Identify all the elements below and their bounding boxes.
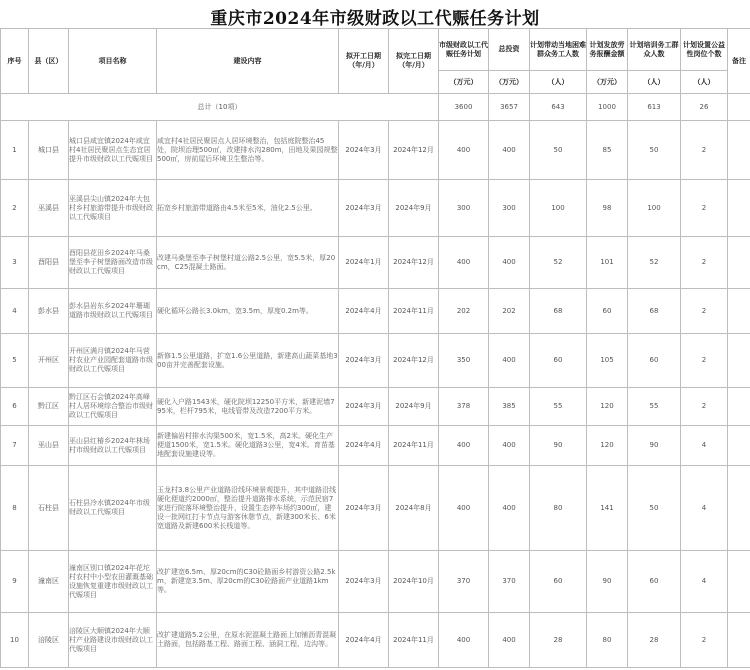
row-content: 新建偏岩村排水沟渠500米，宽1.5米，高2米。硬化生产便道1500米，宽1.5米。硬化道路3公里，宽4米。育苗基地配套设施建设等。 (157, 426, 339, 466)
row-fund: 202 (439, 289, 489, 334)
row-project: 巫山县红椿乡2024年林场村市级财政以工代赈项目 (69, 426, 157, 466)
row-end: 2024年12月 (389, 237, 439, 289)
row-content: 拓宽乡村旅游带道路由4.5米至5米，油化2.5公里。 (157, 180, 339, 237)
row-pay: 90 (587, 551, 628, 613)
row-people: 80 (530, 466, 587, 551)
row-start: 2024年3月 (339, 121, 389, 180)
header-pay: 计划发放劳务报酬金额 (587, 29, 628, 71)
row-train: 68 (628, 289, 681, 334)
row-seq: 1 (1, 121, 29, 180)
row-county: 巫溪县 (29, 180, 69, 237)
row-start: 2024年4月 (339, 613, 389, 668)
row-pay: 60 (587, 289, 628, 334)
row-start: 2024年3月 (339, 551, 389, 613)
row-fund: 400 (439, 237, 489, 289)
row-note (728, 613, 750, 668)
header-people: 计划带动当地困难群众务工人数 (530, 29, 587, 71)
row-note (728, 180, 750, 237)
row-posts: 4 (681, 466, 728, 551)
total-train: 613 (628, 94, 681, 121)
row-train: 28 (628, 613, 681, 668)
task-plan-table (0, 28, 750, 668)
total-invest: 3657 (489, 94, 530, 121)
row-end: 2024年9月 (389, 180, 439, 237)
row-people: 90 (530, 426, 587, 466)
row-invest: 400 (489, 334, 530, 388)
row-project: 涪陵区大顺镇2024年大顺村产业路建设市级财政以工代赈项目 (69, 613, 157, 668)
row-end: 2024年11月 (389, 289, 439, 334)
row-end: 2024年12月 (389, 334, 439, 388)
document-title: 重庆市2024年市级财政以工代赈任务计划 (210, 9, 540, 29)
table-row (1, 334, 750, 388)
row-seq: 9 (1, 551, 29, 613)
row-end: 2024年11月 (389, 613, 439, 668)
row-train: 60 (628, 551, 681, 613)
header-invest: 总投资 (489, 29, 530, 71)
header-start: 拟开工日期（年/月） (339, 29, 389, 94)
row-project: 城口县咸宜镇2024年咸宜村4社居民聚居点生态宜居提升市级财政以工代赈项目 (69, 121, 157, 180)
row-fund: 400 (439, 613, 489, 668)
row-fund: 400 (439, 121, 489, 180)
row-posts: 4 (681, 551, 728, 613)
row-county: 潼南区 (29, 551, 69, 613)
row-people: 52 (530, 237, 587, 289)
row-seq: 10 (1, 613, 29, 668)
row-people: 55 (530, 388, 587, 426)
table-row (1, 613, 750, 668)
row-posts: 2 (681, 388, 728, 426)
header-seq: 序号 (1, 29, 29, 94)
row-start: 2024年1月 (339, 237, 389, 289)
row-invest: 400 (489, 426, 530, 466)
row-content: 改扩建道路5.2公里，在原水泥混凝土路面上加铺沥青混凝土路面，包括路基工程、路面工程、涵洞工程、边沟等。 (157, 613, 339, 668)
header-row (1, 29, 750, 71)
row-pay: 141 (587, 466, 628, 551)
row-invest: 400 (489, 466, 530, 551)
row-posts: 2 (681, 180, 728, 237)
unit-train: （人） (628, 71, 681, 94)
row-content: 咸宜村4社居民聚居点人居环境整治，包括庭院整治45处，院坝治理500㎡，改建排水沟280m，田地及果园规整500㎡，房前屋后环境卫生整治等。 (157, 121, 339, 180)
row-people: 100 (530, 180, 587, 237)
row-train: 55 (628, 388, 681, 426)
row-people: 60 (530, 551, 587, 613)
table-row (1, 180, 750, 237)
row-project: 开州区满月镇2024年马营村农业产业园配套道路市级财政以工代赈项目 (69, 334, 157, 388)
row-seq: 7 (1, 426, 29, 466)
row-pay: 101 (587, 237, 628, 289)
row-county: 涪陵区 (29, 613, 69, 668)
row-content: 改建马桑堡至李子树堡村道公路2.5公里，宽5.5米，厚20cm，C25混凝土路面。 (157, 237, 339, 289)
row-invest: 400 (489, 121, 530, 180)
total-label: 总计（10项） (1, 94, 439, 121)
row-note (728, 466, 750, 551)
row-content: 改扩建宽6.5m、厚20cm的C30砼路面乡村游资公路2.5km，新建宽3.5m、厚20cm的C30砼路面产业道路1km等。 (157, 551, 339, 613)
row-invest: 300 (489, 180, 530, 237)
row-project: 彭水县岩东乡2024年珊瑚道路市级财政以工代赈项目 (69, 289, 157, 334)
total-fund: 3600 (439, 94, 489, 121)
row-pay: 105 (587, 334, 628, 388)
total-posts: 26 (681, 94, 728, 121)
row-pay: 98 (587, 180, 628, 237)
row-fund: 378 (439, 388, 489, 426)
row-invest: 385 (489, 388, 530, 426)
header-project: 项目名称 (69, 29, 157, 94)
row-train: 52 (628, 237, 681, 289)
row-end: 2024年8月 (389, 466, 439, 551)
row-invest: 400 (489, 613, 530, 668)
row-start: 2024年3月 (339, 334, 389, 388)
header-note: 备注 (728, 29, 750, 94)
table-row (1, 237, 750, 289)
row-seq: 5 (1, 334, 29, 388)
row-end: 2024年9月 (389, 388, 439, 426)
row-project: 潼南区别口镇2024年花坨村农村中小型农田灌溉基础设施恢复重建市级财政以工代赈项目 (69, 551, 157, 613)
row-people: 28 (530, 613, 587, 668)
unit-posts: （人） (681, 71, 728, 94)
row-fund: 400 (439, 466, 489, 551)
row-posts: 2 (681, 334, 728, 388)
row-fund: 350 (439, 334, 489, 388)
row-people: 60 (530, 334, 587, 388)
row-pay: 80 (587, 613, 628, 668)
table-row (1, 388, 750, 426)
row-project: 黔江区石会镇2024年高峰村人居环境综合整治市级财政以工代赈项目 (69, 388, 157, 426)
row-invest: 202 (489, 289, 530, 334)
row-project: 酉阳县花田乡2024年马桑堡至李子树堡路面改造市级财政以工代赈项目 (69, 237, 157, 289)
row-content: 新修1.5公里道路，扩宽1.6公里道路，新建高山蔬菜基地300亩并完善配套设施。 (157, 334, 339, 388)
row-county: 彭水县 (29, 289, 69, 334)
row-seq: 6 (1, 388, 29, 426)
row-train: 90 (628, 426, 681, 466)
row-county: 石柱县 (29, 466, 69, 551)
total-pay: 1000 (587, 94, 628, 121)
row-train: 50 (628, 466, 681, 551)
row-posts: 4 (681, 426, 728, 466)
row-start: 2024年3月 (339, 180, 389, 237)
row-note (728, 551, 750, 613)
row-project: 巫溪县尖山镇2024年大包村乡村旅游带提升市级财政以工代赈项目 (69, 180, 157, 237)
row-start: 2024年3月 (339, 466, 389, 551)
unit-fund: （万元） (439, 71, 489, 94)
table-row (1, 551, 750, 613)
row-fund: 370 (439, 551, 489, 613)
total-note (728, 94, 750, 121)
header-train: 计划培训务工群众人数 (628, 29, 681, 71)
row-start: 2024年3月 (339, 388, 389, 426)
row-pay: 85 (587, 121, 628, 180)
row-county: 巫山县 (29, 426, 69, 466)
row-county: 酉阳县 (29, 237, 69, 289)
row-invest: 400 (489, 237, 530, 289)
row-pay: 120 (587, 426, 628, 466)
row-note (728, 334, 750, 388)
row-county: 黔江区 (29, 388, 69, 426)
row-end: 2024年10月 (389, 551, 439, 613)
unit-people: （人） (530, 71, 587, 94)
row-posts: 2 (681, 237, 728, 289)
row-note (728, 426, 750, 466)
row-county: 城口县 (29, 121, 69, 180)
row-fund: 300 (439, 180, 489, 237)
row-seq: 3 (1, 237, 29, 289)
row-note (728, 121, 750, 180)
row-posts: 2 (681, 289, 728, 334)
row-project: 石柱县冷水镇2024年市级财政以工代赈项目 (69, 466, 157, 551)
total-row (1, 94, 750, 121)
row-pay: 120 (587, 388, 628, 426)
row-content: 玉龙村3.8公里产业道路沿线环境景观提升，其中道路沿线硬化便道约2000㎡，整治提升道路排水系统，示范民宿7家进行院落环境整治提升，设置生态停车场约300㎡，建设一批网红打卡节点与游客休憩节点，新建300米长、6米宽道路及新建600米长栈道等。 (157, 466, 339, 551)
row-posts: 2 (681, 121, 728, 180)
row-note (728, 289, 750, 334)
row-end: 2024年11月 (389, 426, 439, 466)
row-people: 68 (530, 289, 587, 334)
table-row (1, 289, 750, 334)
row-train: 50 (628, 121, 681, 180)
table-row (1, 426, 750, 466)
row-content: 硬化循环公路长3.0km，宽3.5m，厚度0.2m等。 (157, 289, 339, 334)
header-content: 建设内容 (157, 29, 339, 94)
row-train: 100 (628, 180, 681, 237)
row-people: 50 (530, 121, 587, 180)
unit-pay: （万元） (587, 71, 628, 94)
row-county: 开州区 (29, 334, 69, 388)
row-seq: 4 (1, 289, 29, 334)
total-people: 643 (530, 94, 587, 121)
table-row (1, 121, 750, 180)
row-seq: 2 (1, 180, 29, 237)
unit-invest: （万元） (489, 71, 530, 94)
row-end: 2024年12月 (389, 121, 439, 180)
row-content: 硬化入户路1543米，硬化院坝12250平方米，新建泥墙795米，栏杆795米，电线管带及改造7200平方米。 (157, 388, 339, 426)
row-fund: 400 (439, 426, 489, 466)
header-end: 拟完工日期（年/月） (389, 29, 439, 94)
row-train: 60 (628, 334, 681, 388)
table-row (1, 466, 750, 551)
row-invest: 370 (489, 551, 530, 613)
row-start: 2024年4月 (339, 426, 389, 466)
row-seq: 8 (1, 466, 29, 551)
row-note (728, 388, 750, 426)
header-fund: 市级财政以工代赈任务计划 (439, 29, 489, 71)
header-county: 县（区） (29, 29, 69, 94)
row-posts: 2 (681, 613, 728, 668)
row-start: 2024年4月 (339, 289, 389, 334)
header-posts: 计划设置公益性岗位个数 (681, 29, 728, 71)
row-note (728, 237, 750, 289)
